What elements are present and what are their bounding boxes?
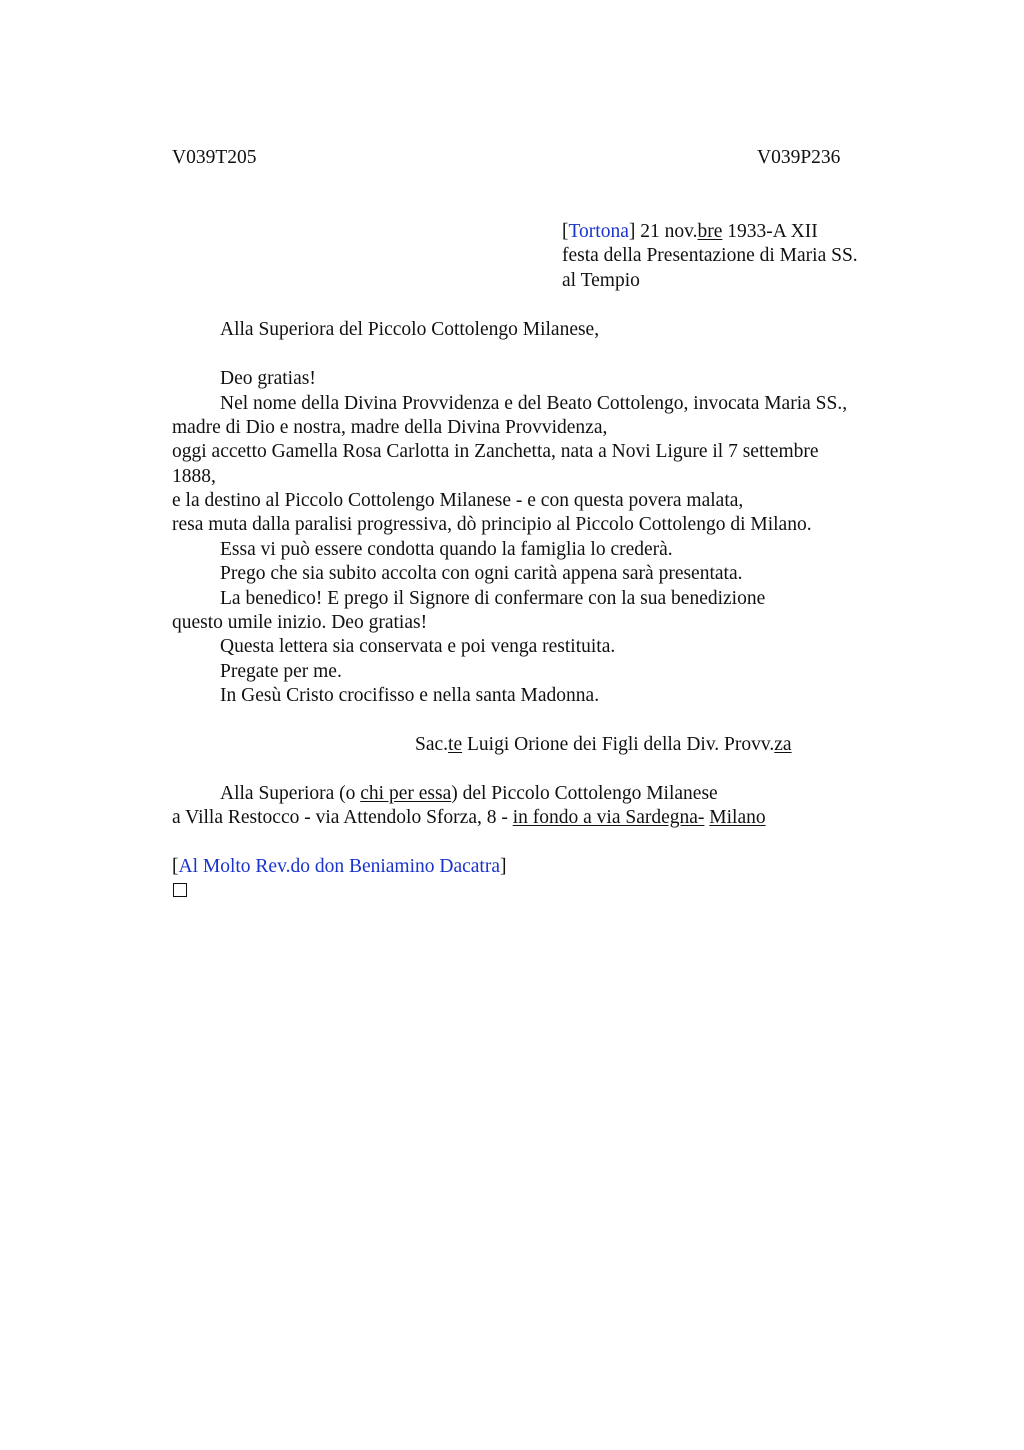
checkbox-icon <box>173 883 187 897</box>
body-line: Deo gratias! <box>220 368 316 389</box>
date-text: 21 nov. <box>635 221 698 242</box>
body-line: Prego che sia subito accolta con ogni carità appena sarà presentata. <box>220 563 743 584</box>
address-text: a Villa Restocco - via Attendolo Sforza, 8 - <box>172 807 513 828</box>
signature-title: Sac. <box>415 734 449 755</box>
bracket-close: ] <box>628 221 636 242</box>
address-line-2 <box>172 806 766 830</box>
body-line: Pregate per me. <box>220 661 342 682</box>
body-line: questo umile inizio. Deo gratias! <box>172 612 428 633</box>
address-line <box>220 782 718 806</box>
place-name: Tortona <box>568 221 629 242</box>
body-line: Essa vi può essere condotta quando la famiglia lo crederà. <box>220 539 673 560</box>
signature <box>415 733 792 757</box>
address-text: ) del Piccolo Cottolengo Milanese <box>451 783 718 804</box>
bracket-open: [ <box>562 221 569 242</box>
signature-suffix: za <box>774 734 792 755</box>
body-line: In Gesù Cristo crocifisso e nella santa Madonna. <box>220 685 600 706</box>
salutation: Alla Superiora del Piccolo Cottolengo Milanese, <box>220 319 600 340</box>
feast-line-2: al Tempio <box>562 270 640 291</box>
signature-name: Luigi Orione dei Figli della Div. Provv. <box>462 734 775 755</box>
body-line: oggi accetto Gamella Rosa Carlotta in Zanchetta, nata a Novi Ligure il 7 settembre <box>172 441 819 462</box>
bracket-close: ] <box>500 856 507 877</box>
body-line: e la destino al Piccolo Cottolengo Milanese - e con questa povera malata, <box>172 490 744 511</box>
address-city: Milano <box>709 807 766 828</box>
bracket-open: [ <box>172 856 179 877</box>
body-line: La benedico! E prego il Signore di confermare con la sua benedizione <box>220 588 766 609</box>
address-text: Alla Superiora (o <box>220 783 361 804</box>
dateline <box>562 220 818 244</box>
feast-line: festa della Presentazione di Maria SS. <box>562 245 858 266</box>
document-code-left: V039T205 <box>172 147 257 168</box>
date-superscript: bre <box>697 221 723 242</box>
body-line: madre di Dio e nostra, madre della Divina Provvidenza, <box>172 417 608 438</box>
address-underlined: chi per essa <box>360 783 452 804</box>
body-line: resa muta dalla paralisi progressiva, dò principio al Piccolo Cottolengo di Milano. <box>172 514 812 535</box>
signature-title-suffix: te <box>448 734 463 755</box>
body-line: Questa lettera sia conservata e poi venga restituita. <box>220 636 616 657</box>
address-underlined: in fondo a via Sardegna- <box>512 807 705 828</box>
recipient-note <box>172 855 507 879</box>
recipient-name: Al Molto Rev.do don Beniamino Dacatra <box>178 856 501 877</box>
body-line: Nel nome della Divina Provvidenza e del Beato Cottolengo, invocata Maria SS., <box>220 393 848 414</box>
date-year: 1933-A XII <box>722 221 818 242</box>
document-code-right: V039P236 <box>757 147 841 168</box>
body-line: 1888, <box>172 466 216 487</box>
